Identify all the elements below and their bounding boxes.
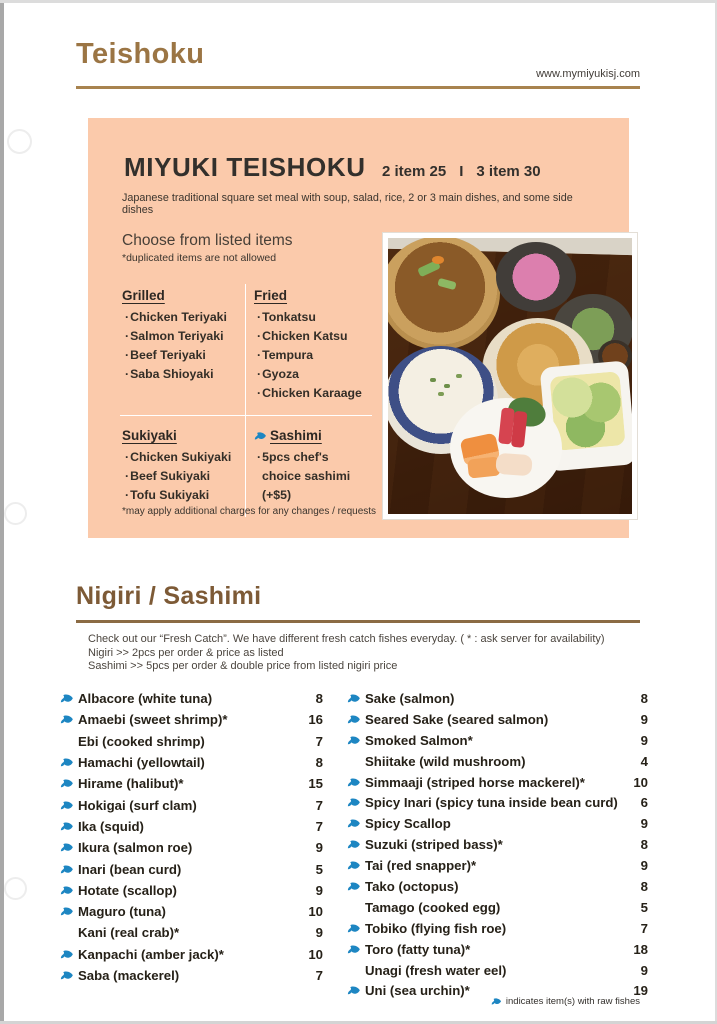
nigiri-item-row [60,965,323,986]
category-item: · Tonkatsu [254,308,364,327]
category-grid [120,284,372,517]
raw-fish-icon [60,864,74,875]
raw-fish-icon-wrap [60,842,78,853]
price-option-3item: 3 item 30 [476,163,541,180]
nigiri-item-row [60,773,323,794]
category-item: · Tofu Sukiyaki [122,486,237,505]
item-name: Kanpachi (amber jack)* [78,946,224,962]
teishoku-photo [383,233,637,519]
raw-fish-icon-wrap [60,821,78,832]
item-name: Sake (salmon) [365,690,455,706]
item-price: 9 [640,711,648,727]
raw-fish-icon-wrap [60,885,78,896]
category-sukiyaki [120,416,246,517]
nigiri-item-row [347,918,648,939]
raw-fish-icon [60,757,74,768]
nigiri-intro [88,633,605,674]
raw-fish-icon-wrap [60,906,78,917]
raw-fish-icon-wrap [347,965,365,976]
raw-fish-icon [60,714,74,725]
category-fried [246,284,372,416]
nigiri-item-row [60,794,323,815]
furikake-flecks [430,378,436,382]
raw-fish-icon-wrap [347,693,365,704]
nigiri-item-row [60,731,323,752]
raw-fish-icon-wrap [60,757,78,768]
item-price: 10 [308,904,323,920]
item-price: 6 [640,795,648,811]
item-price: 5 [315,861,323,877]
binding-ring-mark [4,502,27,525]
raw-fish-icon [347,923,361,934]
item-name: Seared Sake (seared salmon) [365,711,549,727]
category-title: Sashimi [270,428,322,443]
nigiri-item-row [347,730,648,751]
item-name: Tobiko (flying fish roe) [365,920,507,936]
scallion-garnish [437,278,456,290]
raw-fish-icon [347,881,361,892]
raw-fish-icon-wrap [60,970,78,981]
nigiri-item-row [60,837,323,858]
raw-fish-icon [347,839,361,850]
raw-fish-icon-wrap [60,800,78,811]
item-name: Tai (red snapper)* [365,858,477,874]
raw-fish-icon-wrap [60,864,78,875]
item-price: 7 [315,818,323,834]
item-price: 7 [315,968,323,983]
raw-fish-icon [254,431,267,441]
nigiri-item-row [347,688,648,709]
category-title-row [122,288,237,303]
category-title-row [122,428,237,443]
item-name: Ebi (cooked shrimp) [78,733,205,749]
category-title-row [254,288,364,303]
nigiri-column-right [347,688,648,1001]
raw-fish-icon-wrap [60,736,78,747]
raw-fish-icon-wrap [347,881,365,892]
item-name: Unagi (fresh water eel) [365,962,507,978]
raw-fish-icon-wrap [60,693,78,704]
nigiri-item-row [60,709,323,730]
category-item: · Chicken Teriyaki [122,308,237,327]
raw-fish-icon [347,735,361,746]
teishoku-heading: MIYUKI TEISHOKU [124,152,366,182]
sashimi-plate [450,398,562,498]
raw-fish-icon [491,997,502,1006]
nigiri-item-row [60,901,323,922]
raw-fish-icon-wrap [60,949,78,960]
pickled-ginger-bowl [496,242,576,312]
page-title: Teishoku [76,38,205,70]
item-name: Hamachi (yellowtail) [78,755,205,771]
raw-fish-icon-wrap [347,797,365,808]
category-item: · Gyoza [254,365,364,384]
item-price: 15 [308,776,323,792]
item-name: Hokigai (surf clam) [78,797,197,813]
raw-fish-icon-wrap [60,927,78,938]
item-price: 10 [308,946,323,962]
item-name: Spicy Scallop [365,816,451,832]
raw-fish-icon [60,885,74,896]
item-name: Shiitake (wild mushroom) [365,753,526,769]
raw-fish-icon-wrap [347,923,365,934]
item-price: 9 [315,882,323,898]
item-name: Spicy Inari (spicy tuna inside bean curd) [365,795,618,811]
nigiri-item-row [60,922,323,943]
item-price: 7 [315,733,323,749]
carrot-garnish [432,256,444,264]
choose-note: *duplicated items are not allowed [122,252,277,264]
item-name: Tako (octopus) [365,878,459,894]
category-item: · Saba Shioyaki [122,365,237,384]
legend-text: indicates item(s) with raw fishes [505,996,640,1007]
nigiri-item-row [60,858,323,879]
category-item: · Beef Teriyaki [122,346,237,365]
item-name: Kani (real crab)* [78,925,180,941]
price-separator: I [459,163,464,180]
choose-title: Choose from listed items [122,232,293,249]
raw-fish-icon [60,800,74,811]
raw-fish-icon [347,693,361,704]
raw-fish-icon [60,949,74,960]
nigiri-section-rule [76,620,640,623]
category-title-row [254,428,364,443]
raw-fish-icon-wrap [347,985,365,996]
nigiri-item-row [347,751,648,772]
nigiri-item-row [347,876,648,897]
nigiri-item-row [347,813,648,834]
item-name: Ika (squid) [78,818,144,834]
item-name: Inari (bean curd) [78,861,182,877]
item-price: 5 [640,899,648,915]
raw-fish-icon [60,842,74,853]
item-price: 8 [640,878,648,894]
item-price: 16 [308,712,323,728]
nigiri-item-row [60,880,323,901]
raw-fish-icon [347,714,361,725]
item-price: 19 [633,983,648,999]
binding-ring-mark [4,877,27,900]
raw-fish-icon [347,777,361,788]
raw-fish-icon-wrap [347,818,365,829]
item-name: Ikura (salmon roe) [78,840,193,856]
price-option-2item: 2 item 25 [382,163,447,180]
raw-fish-icon [60,970,74,981]
item-name: Saba (mackerel) [78,968,180,983]
intro-line-nigiri: Nigiri >> 2pcs per order & price as listed [88,646,284,659]
header-rule [76,86,640,89]
category-item: · Beef Sukiyaki [122,467,237,486]
intro-line-fresh-catch: Check out our “Fresh Catch”. We have different fresh catch fishes everyday. ( * : ask server for availability) [88,633,605,645]
teishoku-description: Japanese traditional square set meal with soup, salad, rice, 2 or 3 main dishes, and some side dishes [122,192,573,216]
nigiri-column-left [60,688,323,986]
item-price: 18 [633,941,648,957]
category-item: · Tempura [254,346,364,365]
item-name: Maguro (tuna) [78,904,166,920]
nigiri-item-row [347,772,648,793]
item-price: 9 [315,840,323,856]
item-price: 8 [640,690,648,706]
item-price: 9 [640,962,648,978]
raw-fish-icon-wrap [347,777,365,788]
item-price: 9 [640,816,648,832]
item-price: 9 [315,925,323,941]
category-item: · Salmon Teriyaki [122,327,237,346]
website-url: www.mymiyukisj.com [536,68,640,80]
item-name: Hotate (scallop) [78,882,177,898]
nigiri-item-row [60,816,323,837]
raw-fish-icon [347,860,361,871]
category-sashimi [246,416,372,517]
raw-fish-icon-wrap [60,778,78,789]
raw-fish-icon-wrap [347,714,365,725]
raw-fish-legend [491,996,640,1007]
teishoku-footnote: *may apply additional charges for any changes / requests [122,506,377,517]
item-name: Toro (fatty tuna)* [365,941,471,957]
intro-line-sashimi: Sashimi >> 5pcs per order & double price from listed nigiri price [88,660,398,673]
item-price: 7 [315,797,323,813]
nigiri-item-row [60,944,323,965]
category-title: Fried [254,288,288,303]
nigiri-item-row [347,855,648,876]
item-price: 8 [315,755,323,771]
item-name: Albacore (white tuna) [78,691,213,707]
category-title: Sukiyaki [122,428,177,443]
item-price: 4 [640,753,648,769]
raw-fish-icon-wrap [347,735,365,746]
item-name: Hirame (halibut)* [78,776,184,792]
raw-fish-icon [60,693,74,704]
category-grilled [120,284,246,416]
raw-fish-icon [347,985,361,996]
item-price: 10 [633,774,648,790]
binding-ring-mark [7,129,32,154]
item-price: 9 [640,858,648,874]
teishoku-pricing [382,163,541,180]
nigiri-item-row [347,834,648,855]
raw-fish-icon-wrap [347,860,365,871]
item-price: 8 [315,691,323,707]
raw-fish-icon-wrap [491,997,502,1006]
item-name: Tamago (cooked egg) [365,899,501,915]
raw-fish-icon [347,944,361,955]
nigiri-item-row [347,960,648,981]
category-item: · Chicken Sukiyaki [122,448,237,467]
tuna-slices [498,407,515,444]
raw-fish-icon-wrap [347,839,365,850]
category-item: · Chicken Karaage [254,384,364,403]
nigiri-item-row [347,897,648,918]
raw-fish-icon [347,818,361,829]
raw-fish-icon [60,778,74,789]
category-title: Grilled [122,288,165,303]
raw-fish-icon [347,797,361,808]
item-name: Amaebi (sweet shrimp)* [78,712,228,728]
teishoku-photo-scene [388,238,632,514]
raw-fish-icon-wrap [347,902,365,913]
nigiri-item-row [347,792,648,813]
nigiri-item-row [60,688,323,709]
nigiri-item-row [60,752,323,773]
nigiri-item-row [347,939,648,960]
item-name: Uni (sea urchin)* [365,983,470,999]
category-item: · 5pcs chef's choice sashimi (+$5) [254,448,364,505]
item-name: Smoked Salmon* [365,732,473,748]
raw-fish-icon [60,906,74,917]
white-fish-slice [495,453,532,476]
raw-fish-icon-wrap [347,756,365,767]
item-price: 8 [640,837,648,853]
nigiri-item-row [347,709,648,730]
category-item: · Chicken Katsu [254,327,364,346]
item-name: Suzuki (striped bass)* [365,837,503,853]
nigiri-section-title: Nigiri / Sashimi [76,582,262,610]
scan-edge-top [0,0,717,3]
raw-fish-icon-wrap [60,714,78,725]
raw-fish-icon-wrap [347,944,365,955]
item-price: 7 [640,920,648,936]
item-price: 9 [640,732,648,748]
raw-fish-icon [60,821,74,832]
item-name: Simmaaji (striped horse mackerel)* [365,774,585,790]
